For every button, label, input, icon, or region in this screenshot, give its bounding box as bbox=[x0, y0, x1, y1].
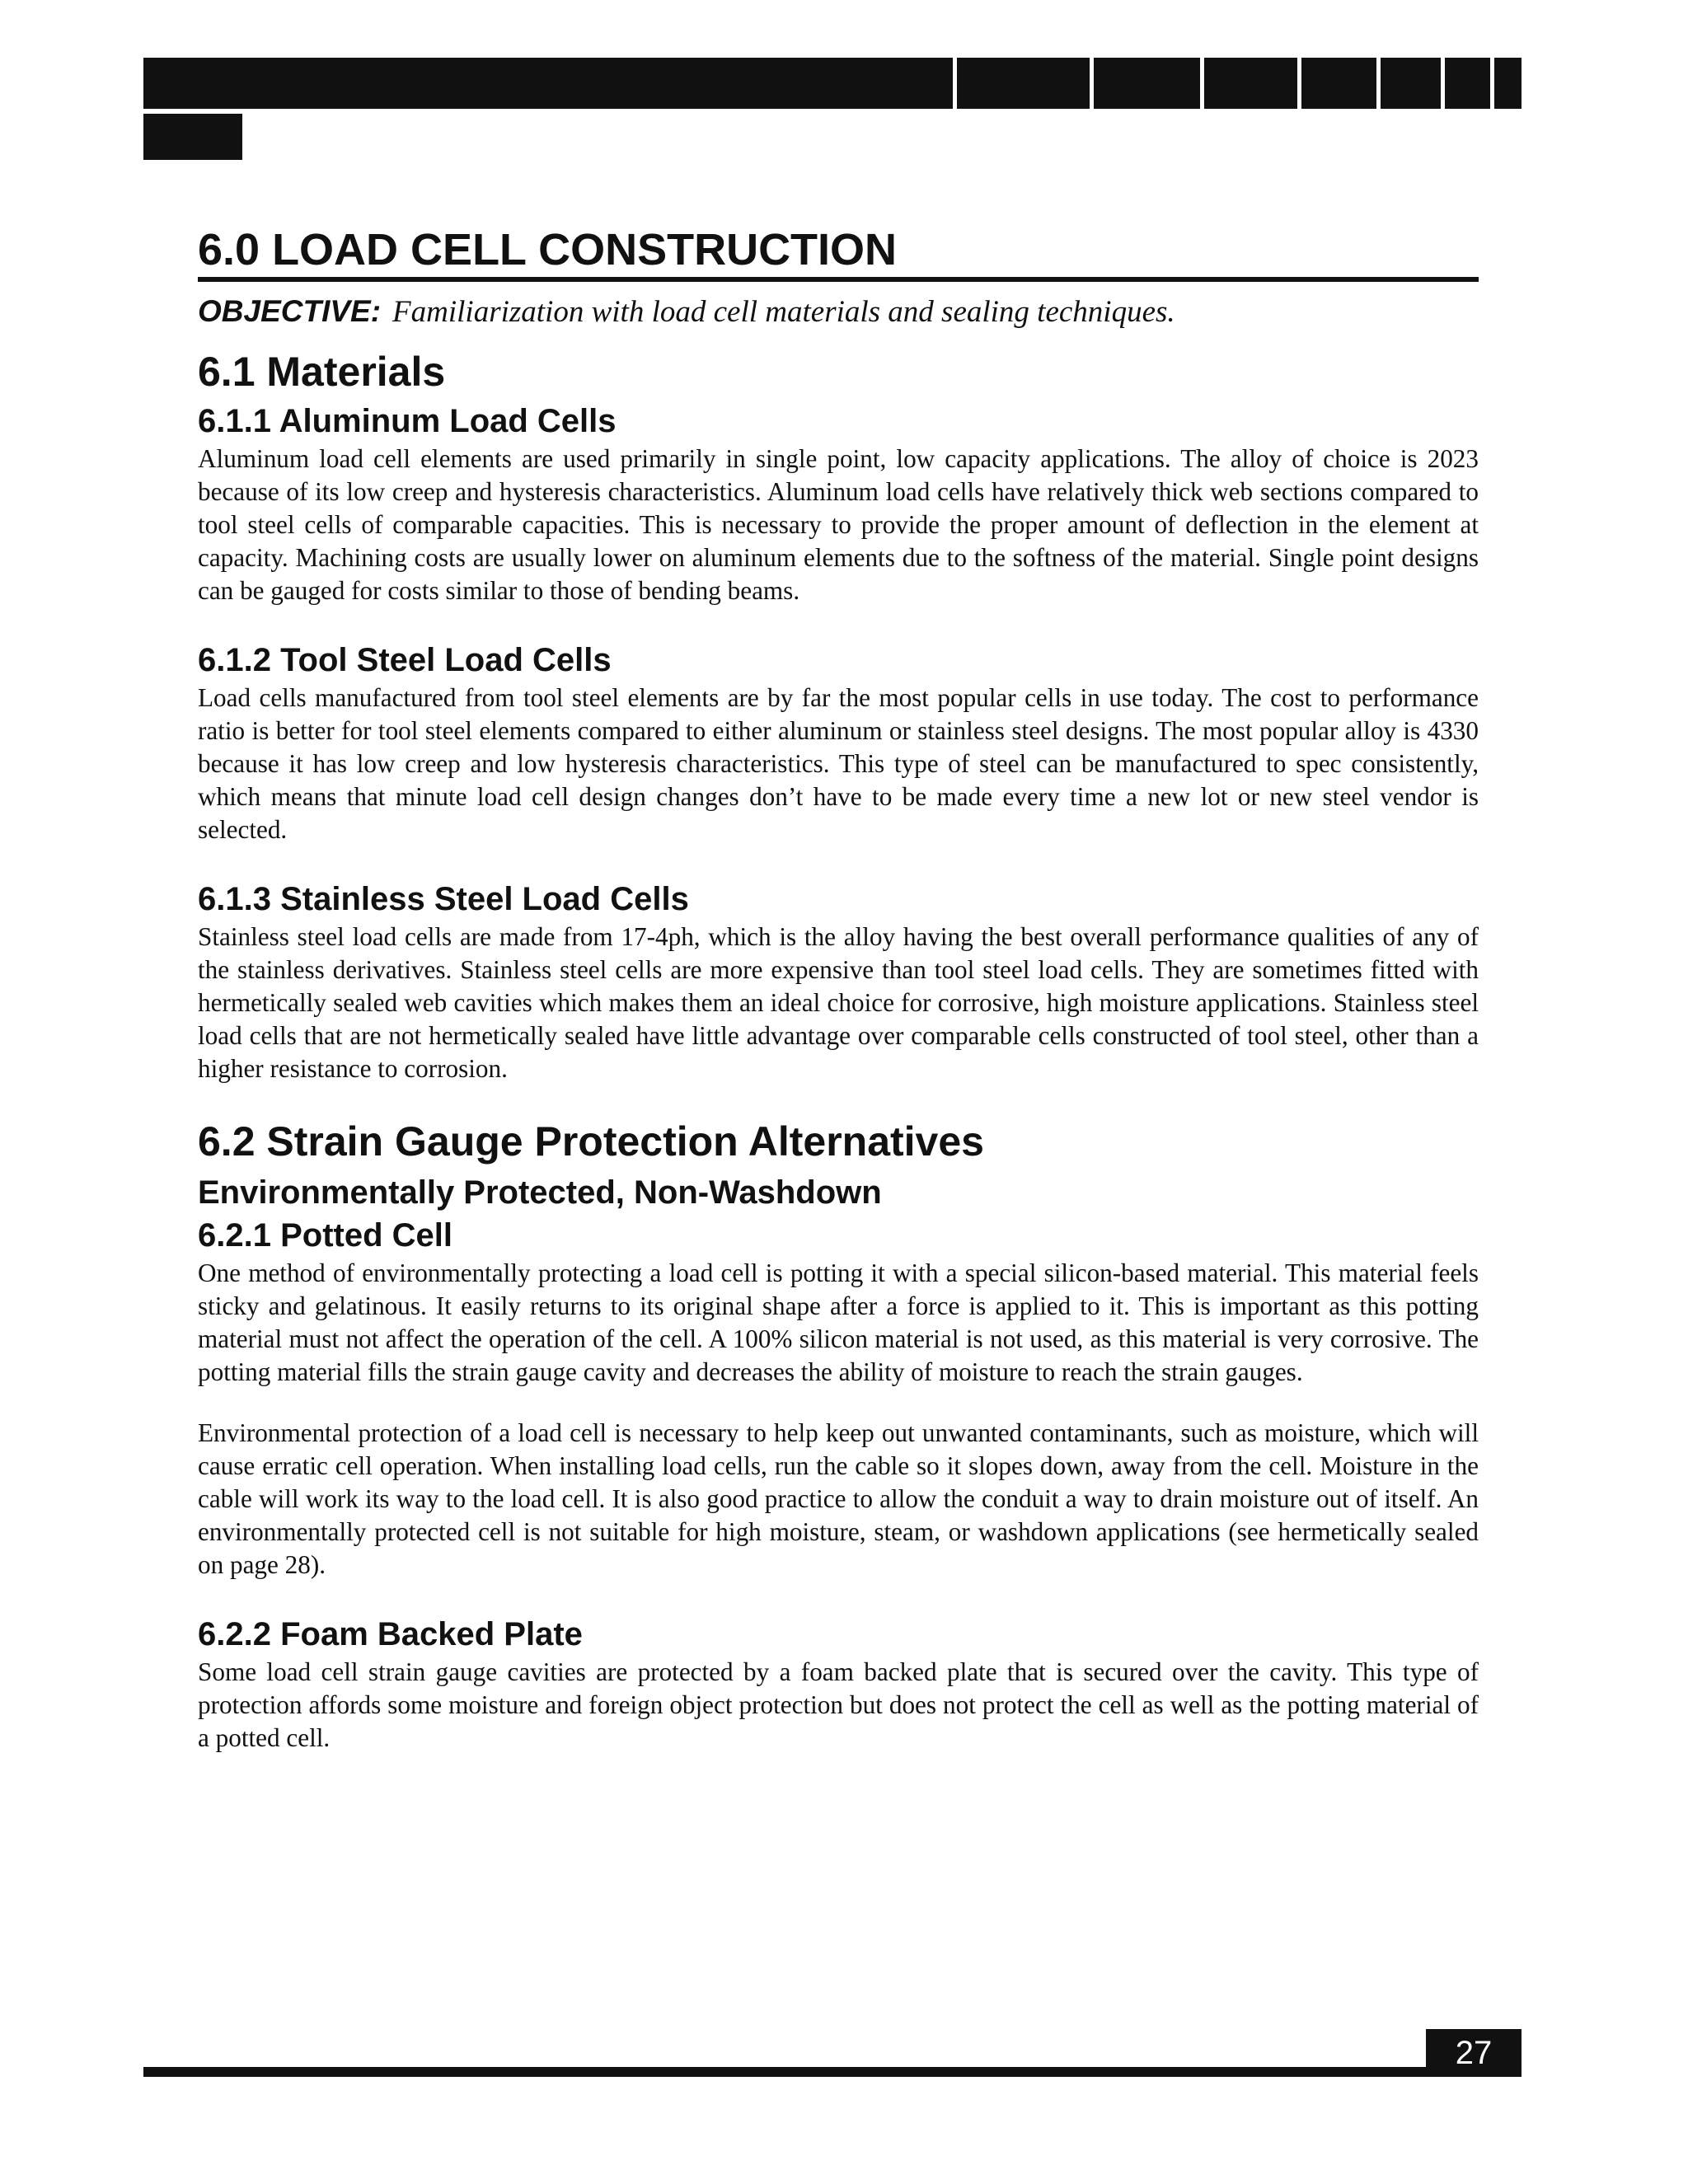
header-bar-divider bbox=[1297, 58, 1301, 109]
page-content bbox=[198, 224, 1479, 1755]
chapter-title: 6.0 LOAD CELL CONSTRUCTION bbox=[198, 224, 1479, 282]
paragraph-foam: Some load cell strain gauge cavities are protected by a foam backed plate that is secured over the cavity. This type of protection affords some moisture and foreign object protection but does not protect the cell as well as the potting material of a potted cell. bbox=[198, 1657, 1479, 1752]
subsection-heading-tool-steel: 6.1.2 Tool Steel Load Cells bbox=[198, 642, 612, 678]
header-bar-divider bbox=[1441, 58, 1445, 109]
subsection-heading-aluminum: 6.1.1 Aluminum Load Cells bbox=[198, 403, 617, 439]
objective-line bbox=[198, 293, 1479, 330]
paragraph-aluminum: Aluminum load cell elements are used primarily in single point, low capacity applications. The alloy of choice is 2023 because of its low creep and hysteresis characteristics. Aluminum load cells have relatively thick web sections compared to tool steel cells of comparable capacities. This is necessary to provide the proper amount of deflection in the element at capacity. Machining costs are usually lower on aluminum elements due to the softness of the material. Single point designs can be gauged for costs similar to those of bending beams. bbox=[198, 444, 1479, 605]
objective-label: OBJECTIVE: bbox=[198, 294, 382, 328]
subsection-heading-potted: 6.2.1 Potted Cell bbox=[198, 1217, 452, 1254]
header-bar-divider bbox=[1490, 58, 1494, 109]
paragraph-potted-2: Environmental protection of a load cell is necessary to help keep out unwanted contaminants, such as moisture, which will cause erratic cell operation. When installing load cells, run the cable so it slopes down, away from the cell. Moisture in the cable will work its way to the load cell. It is also good practice to allow the conduit a way to drain moisture out of itself. An environmentally protected cell is not suitable for high moisture, steam, or washdown applications (see hermetically sealed on page 28). bbox=[198, 1418, 1479, 1579]
header-bar-divider bbox=[1200, 58, 1204, 109]
header-bar-divider bbox=[1090, 58, 1094, 109]
paragraph-stainless: Stainless steel load cells are made from 17-4ph, which is the alloy having the best overall performance qualities of any of the stainless derivatives. Stainless steel cells are more expensive than tool steel load cells. They are sometimes fitted with hermetically sealed web cavities which makes them an ideal choice for corrosive, high moisture applications. Stainless steel load cells that are not hermetically sealed have little advantage over comparable cells constructed of tool steel, other than a higher resistance to corrosion. bbox=[198, 922, 1479, 1083]
paragraph-potted-1: One method of environmentally protecting a load cell is potting it with a special silicon-based material. This material feels sticky and gelatinous. It easily returns to its original shape after a force is applied to it. This is important as this potting material must not affect the operation of the cell. A 100% silicon material is not used, as this material is very corrosive. The potting material fills the strain gauge cavity and decreases the ability of moisture to reach the strain gauges. bbox=[198, 1258, 1479, 1386]
header-bar-divider bbox=[1376, 58, 1381, 109]
subsection-heading-foam: 6.2.2 Foam Backed Plate bbox=[198, 1616, 583, 1652]
header-tab bbox=[143, 114, 242, 160]
page-number: 27 bbox=[1426, 2029, 1522, 2077]
footer-bar bbox=[143, 2067, 1522, 2077]
section-heading-materials: 6.1 Materials bbox=[198, 349, 446, 395]
header-bar bbox=[143, 58, 1522, 109]
subheading-environmentally-protected: Environmentally Protected, Non-Washdown bbox=[198, 1174, 882, 1211]
section-heading-protection: 6.2 Strain Gauge Protection Alternatives bbox=[198, 1118, 984, 1165]
objective-text: Familiarization with load cell materials and sealing techniques. bbox=[392, 295, 1175, 329]
paragraph-tool-steel: Load cells manufactured from tool steel elements are by far the most popular cells in use today. The cost to performance ratio is better for tool steel elements compared to either aluminum or stainless steel designs. The most popular alloy is 4330 because it has low creep and low hysteresis characteristics. This type of steel can be manufactured to spec consistently, which means that minute load cell design changes don’t have to be made every time a new lot or new steel vendor is selected. bbox=[198, 683, 1479, 844]
subsection-heading-stainless: 6.1.3 Stainless Steel Load Cells bbox=[198, 881, 689, 917]
header-bar-divider bbox=[953, 58, 957, 109]
